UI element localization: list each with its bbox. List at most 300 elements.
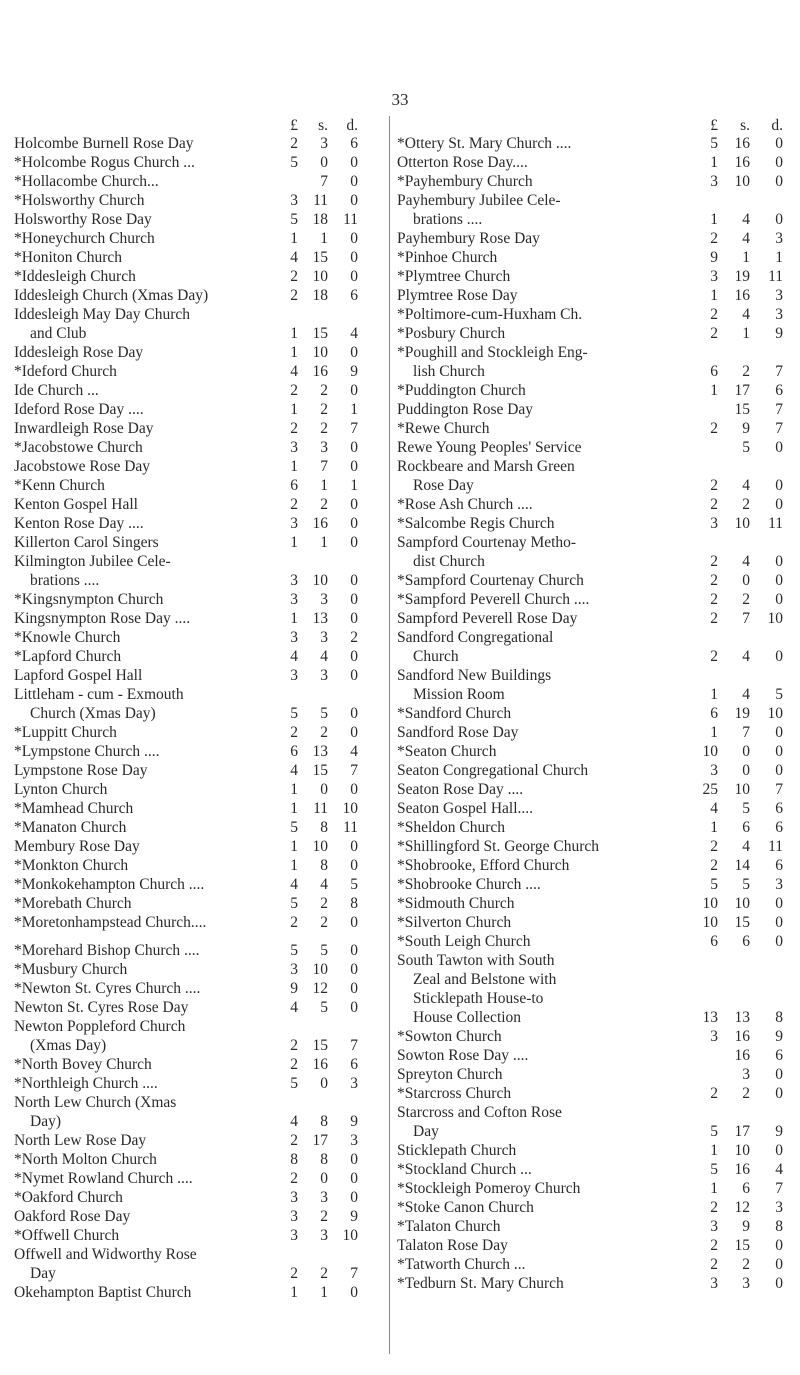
pence-amount: 9 (775, 1123, 783, 1140)
pence-amount: 0 (350, 1189, 358, 1206)
entry-name: Offwell and Widworthy Rose (14, 1246, 197, 1263)
pence-amount: 6 (775, 1047, 783, 1064)
donation-entry (14, 960, 382, 979)
pounds-amount: 2 (290, 724, 298, 741)
shillings-amount: 15 (312, 1037, 328, 1054)
pounds-amount: 3 (290, 1208, 298, 1225)
pence-amount: 0 (350, 705, 358, 722)
pence-amount: 0 (350, 1284, 358, 1301)
shillings-amount: 0 (742, 762, 750, 779)
entry-line (14, 761, 382, 780)
entry-line (14, 324, 382, 343)
donation-entry (14, 979, 382, 998)
entry-name: *Luppitt Church (14, 724, 117, 741)
entry-name: *Hollacombe Church... (14, 173, 159, 190)
entry-line (397, 229, 789, 248)
entry-name: Membury Rose Day (14, 838, 140, 855)
pounds-amount: 9 (290, 980, 298, 997)
donation-entry (397, 381, 789, 400)
shillings-amount: 4 (742, 230, 750, 247)
pounds-amount: 3 (710, 515, 718, 532)
entry-name: Church (413, 648, 459, 665)
pence-amount: 0 (350, 230, 358, 247)
entry-name: *Plymtree Church (397, 268, 511, 285)
entry-line (397, 381, 789, 400)
pounds-amount: 3 (290, 1227, 298, 1244)
donation-entry (14, 552, 382, 590)
pence-amount: 0 (350, 192, 358, 209)
pence-amount: 2 (350, 629, 358, 646)
entry-name: Day (413, 1123, 439, 1140)
pounds-amount: 2 (710, 1256, 718, 1273)
donation-entry (397, 533, 789, 571)
entry-line (397, 172, 789, 191)
entry-line (14, 210, 382, 229)
entry-name: Lynton Church (14, 781, 108, 798)
pounds-amount: 1 (290, 344, 298, 361)
entry-name: *Stoke Canon Church (397, 1199, 534, 1216)
donation-entry (397, 457, 789, 495)
pounds-amount: 1 (290, 610, 298, 627)
entry-line (14, 723, 382, 742)
pounds-header: £ (290, 117, 298, 134)
entry-name: *South Leigh Church (397, 933, 531, 950)
entry-name: Jacobstowe Rose Day (14, 458, 151, 475)
entry-name: *Kingsnympton Church (14, 591, 164, 608)
pence-amount: 5 (775, 686, 783, 703)
donation-entry (397, 1274, 789, 1293)
currency-header (397, 116, 789, 134)
shillings-amount: 3 (320, 439, 328, 456)
entry-line (397, 305, 789, 324)
entry-name: Sandford Rose Day (397, 724, 519, 741)
pence-amount: 3 (350, 1132, 358, 1149)
donation-entry (397, 932, 789, 951)
pounds-amount: 1 (290, 458, 298, 475)
pence-amount: 10 (767, 705, 783, 722)
donation-entry (397, 875, 789, 894)
entry-name: *Northleigh Church .... (14, 1075, 158, 1092)
pence-amount: 0 (350, 961, 358, 978)
entry-line (397, 723, 789, 742)
entry-line (397, 1027, 789, 1046)
entry-line (14, 1188, 382, 1207)
right-column (397, 116, 789, 1293)
pounds-amount: 2 (290, 1132, 298, 1149)
pence-amount: 11 (343, 211, 358, 228)
entry-line (397, 1046, 789, 1065)
entry-line (397, 1160, 789, 1179)
shillings-amount: 15 (312, 325, 328, 342)
entry-name: *Rose Ash Church .... (397, 496, 533, 513)
pence-amount: 7 (775, 401, 783, 418)
pence-amount: 7 (775, 363, 783, 380)
donation-entry (397, 1046, 789, 1065)
shillings-amount: 5 (742, 876, 750, 893)
entry-line (14, 229, 382, 248)
pounds-amount: 2 (710, 1199, 718, 1216)
pence-amount: 9 (350, 363, 358, 380)
shillings-amount: 10 (734, 173, 750, 190)
pounds-amount: 4 (710, 800, 718, 817)
donation-entry (14, 1188, 382, 1207)
pence-amount: 0 (775, 496, 783, 513)
pence-amount: 0 (350, 173, 358, 190)
entry-line (14, 685, 382, 704)
pounds-amount: 5 (710, 876, 718, 893)
pounds-amount: 5 (290, 211, 298, 228)
entry-name: *Tatworth Church ... (397, 1256, 526, 1273)
donation-entry (14, 229, 382, 248)
donation-entry (14, 799, 382, 818)
shillings-amount: 3 (320, 135, 328, 152)
entry-name: Littleham - cum - Exmouth (14, 686, 184, 703)
shillings-amount: 4 (320, 648, 328, 665)
pounds-amount: 10 (702, 743, 718, 760)
pence-amount: 9 (775, 325, 783, 342)
entry-line (14, 248, 382, 267)
entry-line (14, 191, 382, 210)
entry-name: Kenton Rose Day .... (14, 515, 144, 532)
donation-entry (397, 837, 789, 856)
pounds-amount: 2 (710, 857, 718, 874)
entry-name: Lympstone Rose Day (14, 762, 148, 779)
donation-entry (397, 799, 789, 818)
pounds-amount: 2 (710, 1085, 718, 1102)
donation-entry (14, 685, 382, 723)
shillings-amount: 11 (313, 800, 328, 817)
entry-line (397, 1255, 789, 1274)
pounds-amount: 4 (290, 249, 298, 266)
shillings-amount: 8 (320, 857, 328, 874)
pounds-amount: 2 (710, 477, 718, 494)
shillings-amount: 9 (742, 1218, 750, 1235)
donation-entry (14, 153, 382, 172)
pence-amount: 0 (350, 980, 358, 997)
donation-entry (14, 761, 382, 780)
donation-entry (397, 761, 789, 780)
entry-line (14, 381, 382, 400)
donation-entry (397, 1236, 789, 1255)
entry-line (397, 571, 789, 590)
donation-entry (397, 951, 789, 1027)
pence-amount: 0 (775, 895, 783, 912)
entry-name: Sandford Congregational (397, 629, 554, 646)
shillings-amount: 5 (742, 439, 750, 456)
entry-name: Kilmington Jubilee Cele- (14, 553, 171, 570)
entry-line (397, 818, 789, 837)
pounds-amount: 2 (710, 306, 718, 323)
entry-name: Ide Church ... (14, 382, 99, 399)
pounds-amount: 1 (710, 686, 718, 703)
pence-amount: 0 (775, 591, 783, 608)
shillings-amount: 1 (742, 325, 750, 342)
entry-name: (Xmas Day) (30, 1037, 107, 1054)
entry-name: Holcombe Burnell Rose Day (14, 135, 194, 152)
entry-line (14, 894, 382, 913)
entry-name: *Starcross Church (397, 1085, 512, 1102)
donation-entry (397, 286, 789, 305)
shillings-amount: 10 (312, 344, 328, 361)
donation-entry (397, 704, 789, 723)
entry-line (14, 666, 382, 685)
donation-entry (397, 514, 789, 533)
shillings-amount: 5 (320, 999, 328, 1016)
donation-entry (14, 457, 382, 476)
donation-entry (397, 666, 789, 704)
pounds-amount: 1 (290, 534, 298, 551)
entry-line (397, 533, 789, 552)
entry-line (397, 856, 789, 875)
entry-line (397, 1103, 789, 1122)
donation-entry (397, 248, 789, 267)
entry-name: *Puddington Church (397, 382, 526, 399)
pounds-amount: 13 (702, 1009, 718, 1026)
pence-amount: 11 (768, 268, 783, 285)
shillings-amount: 0 (742, 572, 750, 589)
pounds-amount: 2 (710, 553, 718, 570)
pence-amount: 0 (350, 1151, 358, 1168)
entry-line (14, 837, 382, 856)
entry-line (397, 438, 789, 457)
entry-line (397, 894, 789, 913)
pounds-amount: 10 (702, 914, 718, 931)
pence-amount: 9 (350, 1113, 358, 1130)
shillings-amount: 2 (320, 1265, 328, 1282)
entry-name: Plymtree Rose Day (397, 287, 518, 304)
pounds-amount: 1 (290, 230, 298, 247)
pence-header: d. (771, 117, 783, 134)
entry-line (397, 837, 789, 856)
entry-line (14, 1264, 382, 1283)
donation-entry (14, 1226, 382, 1245)
pence-amount: 0 (350, 610, 358, 627)
right-entries (397, 134, 789, 1293)
pounds-amount: 3 (290, 192, 298, 209)
entry-name: *Ottery St. Mary Church .... (397, 135, 572, 152)
pounds-amount: 2 (710, 572, 718, 589)
donation-entry (14, 941, 382, 960)
entry-line (14, 998, 382, 1017)
donation-entry (14, 780, 382, 799)
donation-entry (397, 400, 789, 419)
shillings-amount: 4 (742, 838, 750, 855)
entry-name: *Honeychurch Church (14, 230, 155, 247)
shillings-amount: 3 (320, 1189, 328, 1206)
entry-name: Seaton Congregational Church (397, 762, 589, 779)
shillings-amount: 2 (320, 895, 328, 912)
entry-line (397, 286, 789, 305)
donation-entry (14, 998, 382, 1017)
entry-name: Mission Room (413, 686, 505, 703)
donation-entry (14, 495, 382, 514)
entry-name: Puddington Rose Day (397, 401, 534, 418)
pence-amount: 1 (350, 477, 358, 494)
column-divider (389, 116, 390, 1354)
pence-amount: 4 (350, 743, 358, 760)
entry-name: Iddesleigh Rose Day (14, 344, 144, 361)
pounds-amount: 25 (702, 781, 718, 798)
pence-amount: 0 (350, 534, 358, 551)
pence-amount: 6 (775, 819, 783, 836)
shillings-amount: 1 (320, 534, 328, 551)
pence-amount: 3 (775, 1199, 783, 1216)
entry-line (14, 286, 382, 305)
donation-entry (14, 438, 382, 457)
pence-amount: 0 (775, 914, 783, 931)
entry-name: Starcross and Cofton Rose (397, 1104, 562, 1121)
shillings-amount: 13 (312, 610, 328, 627)
entry-line (397, 476, 789, 495)
pence-amount: 1 (350, 401, 358, 418)
entry-name: *Knowle Church (14, 629, 121, 646)
entry-name: *Stockleigh Pomeroy Church (397, 1180, 581, 1197)
entry-name: Day (30, 1265, 56, 1282)
entry-name: *Shobrooke Church .... (397, 876, 541, 893)
entry-name: Kenton Gospel Hall (14, 496, 138, 513)
shillings-amount: 8 (320, 1151, 328, 1168)
shillings-amount: 0 (320, 781, 328, 798)
shillings-amount: 3 (320, 591, 328, 608)
pence-amount: 7 (350, 1037, 358, 1054)
pence-amount: 0 (775, 572, 783, 589)
shillings-amount: 7 (742, 610, 750, 627)
shillings-amount: 4 (742, 686, 750, 703)
donation-entry (397, 267, 789, 286)
entry-line (14, 495, 382, 514)
pounds-amount: 2 (290, 1037, 298, 1054)
entry-name: *Poltimore-cum-Huxham Ch. (397, 306, 583, 323)
entry-name: Rockbeare and Marsh Green (397, 458, 575, 475)
shillings-amount: 9 (742, 420, 750, 437)
pence-amount: 1 (775, 249, 783, 266)
pence-amount: 8 (350, 895, 358, 912)
donation-entry (14, 913, 382, 932)
pounds-amount: 1 (290, 800, 298, 817)
pounds-amount: 2 (290, 1265, 298, 1282)
donation-entry (14, 248, 382, 267)
pounds-amount: 2 (290, 914, 298, 931)
entry-line (397, 495, 789, 514)
entry-line (397, 1274, 789, 1293)
pence-amount: 0 (350, 999, 358, 1016)
pounds-amount: 5 (710, 135, 718, 152)
pounds-amount: 2 (710, 496, 718, 513)
entry-name: *Manaton Church (14, 819, 127, 836)
section-gap (14, 932, 382, 941)
entry-line (397, 1065, 789, 1084)
donation-entry (14, 1017, 382, 1055)
shillings-amount: 18 (312, 211, 328, 228)
donation-entry (397, 1141, 789, 1160)
pounds-amount: 3 (290, 572, 298, 589)
entry-line (397, 780, 789, 799)
pounds-amount: 5 (710, 1161, 718, 1178)
shillings-amount: 0 (742, 743, 750, 760)
entry-line (397, 248, 789, 267)
entry-name: *Monkton Church (14, 857, 129, 874)
pounds-amount: 2 (710, 591, 718, 608)
entry-line (397, 514, 789, 533)
shillings-amount: 15 (312, 762, 328, 779)
pounds-amount: 3 (710, 1218, 718, 1235)
pounds-amount: 4 (290, 999, 298, 1016)
entry-line (14, 514, 382, 533)
entry-line (14, 134, 382, 153)
entry-line (14, 960, 382, 979)
shillings-amount: 2 (320, 401, 328, 418)
pence-amount: 3 (350, 1075, 358, 1092)
entry-line (14, 647, 382, 666)
shillings-amount: 1 (320, 477, 328, 494)
pence-amount: 11 (768, 838, 783, 855)
pence-amount: 0 (775, 933, 783, 950)
pounds-amount: 4 (290, 363, 298, 380)
pence-amount: 7 (775, 1180, 783, 1197)
pence-amount: 0 (775, 1085, 783, 1102)
pounds-amount: 3 (710, 268, 718, 285)
entry-line (14, 742, 382, 761)
entry-name: *Lympstone Church .... (14, 743, 160, 760)
pounds-amount: 1 (710, 287, 718, 304)
donation-entry (14, 305, 382, 343)
entry-name: *Sampford Peverell Church .... (397, 591, 590, 608)
pounds-amount: 8 (290, 1151, 298, 1168)
pence-amount: 0 (350, 857, 358, 874)
pounds-amount: 1 (290, 401, 298, 418)
entry-line (14, 1245, 382, 1264)
shillings-header: s. (318, 117, 328, 134)
shillings-amount: 14 (734, 857, 750, 874)
entry-line (14, 172, 382, 191)
donation-entry (397, 419, 789, 438)
pence-amount: 0 (350, 591, 358, 608)
entry-name: *Nymet Rowland Church .... (14, 1170, 193, 1187)
donation-entry (14, 666, 382, 685)
donation-entry (397, 1103, 789, 1141)
entry-name: Newton Poppleford Church (14, 1018, 186, 1035)
entry-name: *Poughill and Stockleigh Eng- (397, 344, 588, 361)
entry-name: Kingsnympton Rose Day .... (14, 610, 191, 627)
pounds-amount: 3 (290, 591, 298, 608)
donation-entry (397, 628, 789, 666)
donation-entry (14, 723, 382, 742)
pounds-amount: 2 (290, 1170, 298, 1187)
donation-entry (14, 362, 382, 381)
pence-amount: 0 (775, 439, 783, 456)
pence-amount: 3 (775, 306, 783, 323)
donation-entry (14, 286, 382, 305)
donation-entry (14, 628, 382, 647)
pence-amount: 3 (775, 287, 783, 304)
shillings-amount: 3 (742, 1275, 750, 1292)
donation-entry (14, 1074, 382, 1093)
pence-amount: 10 (342, 800, 358, 817)
pence-amount: 0 (350, 838, 358, 855)
entry-line (397, 1084, 789, 1103)
shillings-amount: 0 (320, 1170, 328, 1187)
pence-amount: 7 (775, 781, 783, 798)
entry-name: North Lew Church (Xmas (14, 1094, 177, 1111)
entry-line (397, 932, 789, 951)
shillings-amount: 10 (312, 572, 328, 589)
pence-amount: 7 (350, 420, 358, 437)
shillings-amount: 5 (320, 942, 328, 959)
pounds-amount: 3 (290, 667, 298, 684)
donation-entry (397, 324, 789, 343)
shillings-amount: 8 (320, 819, 328, 836)
shillings-amount: 7 (320, 458, 328, 475)
